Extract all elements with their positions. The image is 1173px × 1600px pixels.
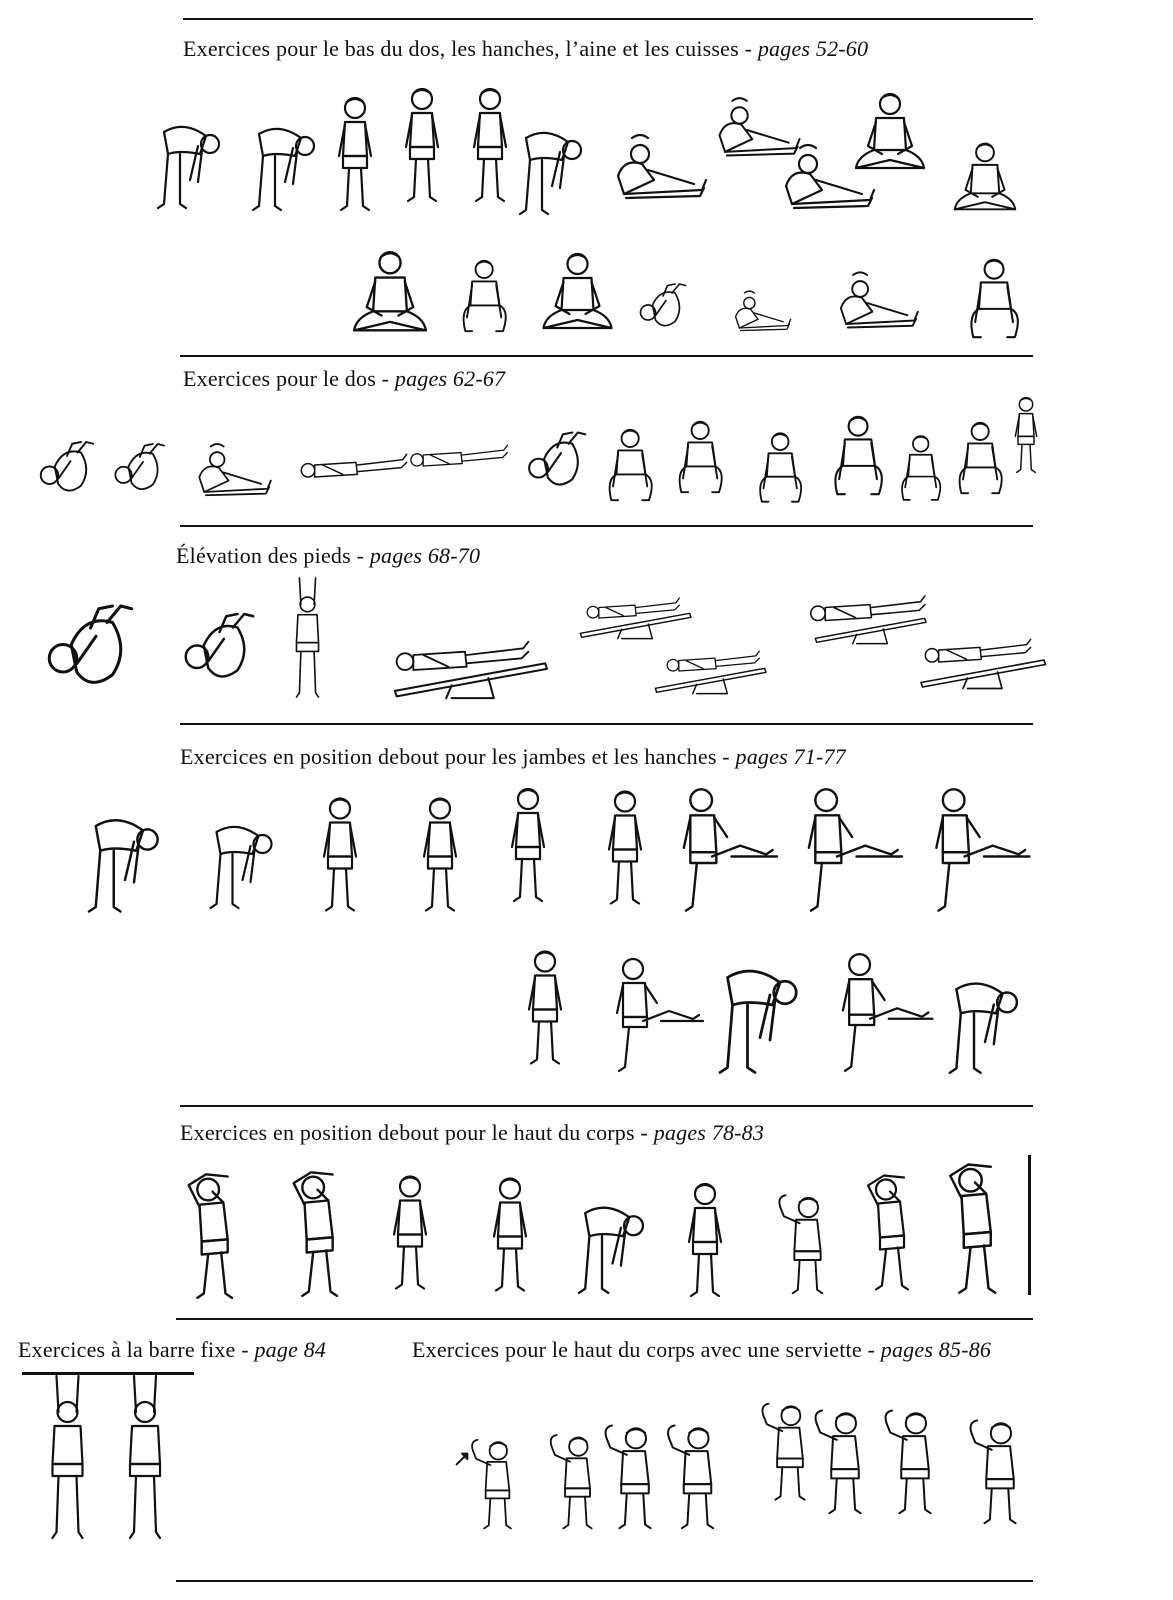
section-title: Exercices en position debout pour les jambes et les hanches [180,744,717,769]
stretch-figure [880,1405,950,1515]
stretch-figure [650,643,780,678]
top-rule [183,18,1033,20]
section-pages: pages 85-86 [880,1337,992,1362]
section-heading-standing-upper: Exercices en position debout pour le haut du corps - pages 78-83 [180,1120,765,1145]
stretch-figure [275,575,340,700]
stretch-figure [710,950,810,1075]
stretch-figure [625,278,695,338]
figure-row-standing-upper [180,1150,1040,1300]
figure-row-lower-back-1 [150,80,1040,220]
stretch-figure [825,950,940,1075]
divider [180,1105,1033,1107]
stretch-figure [80,800,170,915]
stretch-figure [824,413,894,498]
section-pages: pages 78-83 [653,1120,765,1145]
hanging-figure [40,1372,95,1542]
stretch-figure [671,417,731,497]
wall-post [1028,1155,1031,1295]
stretch-figure [181,440,281,505]
stretch-figure [575,590,695,625]
figure-row-lower-back-2 [340,248,1040,348]
stretch-figure [296,435,416,495]
section-pages: pages 62-67 [394,366,506,391]
stretch-figure [535,250,620,340]
stretch-figure [894,433,949,503]
stretch-figure [675,1180,735,1300]
section-heading-pullup-bar: Exercices à la barre fixe - page 84 [18,1337,327,1362]
section-heading-standing-legs: Exercices en position debout pour les jambes et les hanches - pages 71-77 [180,744,846,769]
section-title: Exercices en position debout pour le haut du corps [180,1120,635,1145]
section-title: Exercices pour le dos [183,366,376,391]
section-title: Exercices pour le bas du dos, les hanches, l’aine et les cuisses [183,36,739,61]
stretch-figure [815,268,935,338]
stretch-figure [512,116,592,216]
section-pages: page 84 [254,1337,327,1362]
stretch-figure [670,785,780,915]
stretch-figure [565,1190,660,1295]
stretch-figure [920,630,1040,670]
stretch-figure [595,780,655,915]
figure-row-towel [445,1390,1045,1530]
stretch-figure [601,425,661,505]
section-heading-towel: Exercices pour le haut du corps avec une serviette - pages 85-86 [412,1337,992,1362]
stretch-figure [245,112,325,212]
figure-row-pullup-bar [30,1372,190,1542]
section-heading-lower-back: Exercices pour le bas du dos, les hanches, l’aine et les cuisses - pages 52-60 [183,36,869,61]
stretch-figure [850,90,930,180]
stretch-figure [104,435,169,505]
stretch-figure [600,955,710,1075]
stretch-figure [30,595,140,705]
stretch-figure [460,80,520,210]
figure-row-back [16,385,1046,510]
stretch-figure [951,413,1011,503]
stretch-figure [516,425,591,500]
section-pages: pages 52-60 [757,36,869,61]
section-title: Exercices pour le haut du corps avec une serviette [412,1337,862,1362]
stretch-figure [392,80,452,210]
figure-row-standing-legs-1 [80,780,1040,920]
stretch-figure [410,792,470,917]
stretch-figure [380,630,550,680]
stretch-figure [1006,385,1046,485]
stretch-figure [810,1405,880,1515]
bottom-rule [176,1580,1033,1582]
divider [180,723,1033,725]
stretch-figure [285,1168,350,1298]
stretch-figure [935,965,1035,1075]
stretch-figure [26,435,101,505]
stretch-figure [325,94,385,214]
section-heading-feet-elevation: Élévation des pieds - pages 68-70 [176,543,481,568]
stretch-figure [406,425,516,485]
stretch-figure [746,430,816,505]
stretch-figure [180,1170,245,1300]
stretch-figure [380,1170,440,1295]
section-title: Exercices à la barre fixe [18,1337,236,1362]
figure-row-standing-legs-2 [515,940,1035,1080]
stretch-figure [515,940,575,1075]
section-title: Élévation des pieds [176,543,351,568]
stretch-figure [965,1415,1035,1525]
stretch-figure [602,130,712,210]
stretch-figure [150,110,230,210]
section-pages: pages 71-77 [735,744,846,769]
section-heading-back: Exercices pour le dos - pages 62-67 [183,366,506,391]
stretch-figure [715,288,805,338]
stretch-figure [860,1164,920,1299]
stretch-figure [195,810,290,910]
stretch-figure [940,1160,1010,1295]
stretch-figure [920,785,1035,915]
stretch-figure [310,792,370,917]
section-pages: pages 68-70 [369,543,481,568]
stretch-figure [340,248,440,343]
divider [180,355,1033,357]
stretch-figure [960,256,1030,341]
stretch-figure [480,1172,540,1297]
stretch-figure [795,785,905,915]
stretch-figure [455,1435,540,1530]
stretch-figure [940,140,1030,220]
stretch-figure [660,1420,735,1530]
stretch-figure [165,605,265,695]
hanging-figure [120,1372,170,1542]
stretch-figure [455,256,515,336]
stretch-figure [770,1190,845,1295]
figure-row-feet-elevation [30,575,1050,705]
stretch-figure [805,585,935,630]
stretch-figure [498,780,558,910]
divider [176,1318,1033,1320]
divider [180,525,1033,527]
